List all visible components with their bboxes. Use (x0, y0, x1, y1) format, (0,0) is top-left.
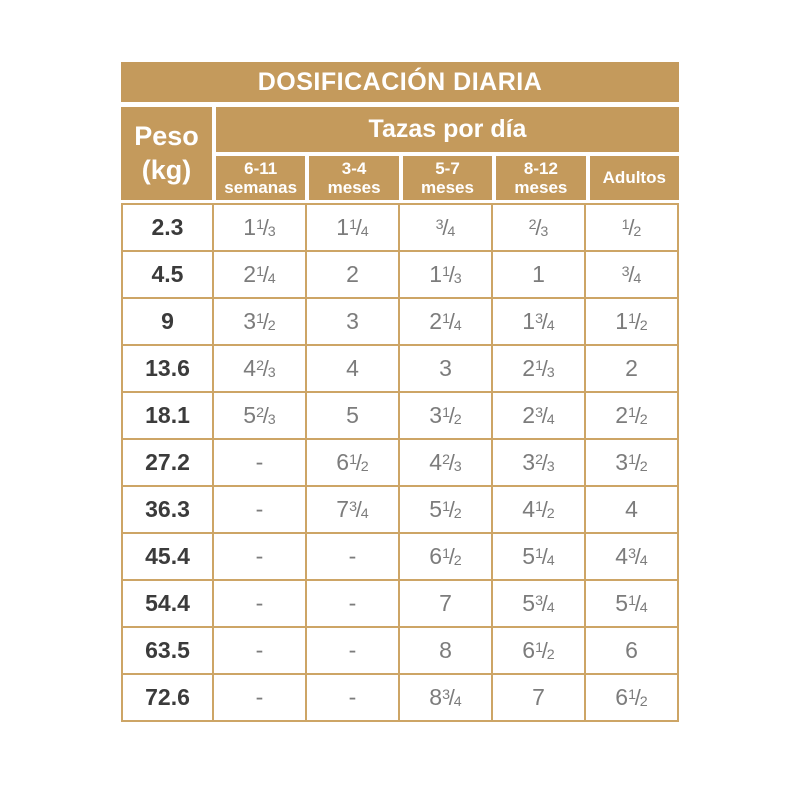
value-cell: - (306, 580, 399, 627)
value-cell: 3 (399, 345, 492, 392)
value-cell: $3^1/_2$ (399, 392, 492, 439)
table-row (122, 580, 678, 627)
weight-cell: 72.6 (122, 674, 213, 721)
dosage-table (121, 62, 679, 722)
value-cell: $^1/_2$ (585, 204, 678, 251)
weight-cell: 36.3 (122, 486, 213, 533)
column-header-line1: Adultos (602, 168, 666, 188)
value-cell: $1^1/_2$ (585, 298, 678, 345)
value-cell: 4 (306, 345, 399, 392)
value-cell: - (306, 627, 399, 674)
table-row (122, 627, 678, 674)
value-cell: $4^1/_2$ (492, 486, 585, 533)
value-cell: $1^3/_4$ (492, 298, 585, 345)
column-header-line2: meses (421, 178, 474, 197)
value-cell: $3^2/_3$ (492, 439, 585, 486)
value-cell: $6^1/_2$ (585, 674, 678, 721)
weight-cell: 13.6 (122, 345, 213, 392)
weight-cell: 27.2 (122, 439, 213, 486)
value-cell: $2^3/_4$ (492, 392, 585, 439)
value-cell: 7 (399, 580, 492, 627)
value-cell: 5 (306, 392, 399, 439)
value-cell: $5^2/_3$ (213, 392, 306, 439)
value-cell: $1^1/_4$ (306, 204, 399, 251)
table-row (122, 486, 678, 533)
value-cell: $3^1/_2$ (585, 439, 678, 486)
column-header (216, 156, 305, 200)
value-cell: 4 (585, 486, 678, 533)
column-header-line2: semanas (224, 178, 298, 197)
dosage-body-table (121, 203, 679, 722)
table-header (121, 107, 679, 200)
value-cell: $2^1/_2$ (585, 392, 678, 439)
table-row (122, 533, 678, 580)
value-cell: $6^1/_2$ (306, 439, 399, 486)
table-row (122, 392, 678, 439)
value-cell: 2 (306, 251, 399, 298)
weight-column-header (121, 107, 212, 200)
value-cell: 8 (399, 627, 492, 674)
value-cell: $1^1/_3$ (213, 204, 306, 251)
weight-cell: 54.4 (122, 580, 213, 627)
value-cell: $6^1/_2$ (492, 627, 585, 674)
value-cell: 1 (492, 251, 585, 298)
column-header-line2: meses (327, 178, 381, 197)
value-cell: - (213, 580, 306, 627)
table-row (122, 204, 678, 251)
column-header-line1: 8-12 (523, 158, 558, 178)
table-row (122, 345, 678, 392)
value-cell: - (306, 533, 399, 580)
table-row (122, 251, 678, 298)
weight-cell: 18.1 (122, 392, 213, 439)
weight-header-line1: Peso (134, 120, 199, 151)
column-header (309, 156, 398, 200)
value-cell: $4^2/_3$ (399, 439, 492, 486)
weight-cell: 4.5 (122, 251, 213, 298)
column-header-line1: 3-4 (341, 158, 367, 178)
weight-cell: 2.3 (122, 204, 213, 251)
group-header: Tazas por día (216, 107, 679, 152)
value-cell: - (213, 627, 306, 674)
value-cell: $2^1/_4$ (213, 251, 306, 298)
value-cell: 3 (306, 298, 399, 345)
table-row (122, 298, 678, 345)
column-header (403, 156, 492, 200)
value-cell: $5^1/_4$ (585, 580, 678, 627)
value-cell: $2^1/_4$ (399, 298, 492, 345)
value-cell: $7^3/_4$ (306, 486, 399, 533)
table-row (122, 674, 678, 721)
value-cell: $^3/_4$ (399, 204, 492, 251)
value-cell: 2 (585, 345, 678, 392)
value-cell: $4^3/_4$ (585, 533, 678, 580)
table-title: DOSIFICACIÓN DIARIA (121, 62, 679, 102)
weight-cell: 45.4 (122, 533, 213, 580)
dosage-body (122, 204, 678, 721)
column-header-line2: meses (514, 178, 568, 197)
value-cell: $^2/_3$ (492, 204, 585, 251)
value-cell: $8^3/_4$ (399, 674, 492, 721)
column-header-line1: 6-11 (244, 158, 278, 178)
value-cell: $^3/_4$ (585, 251, 678, 298)
value-cell: - (213, 486, 306, 533)
value-cell: $1^1/_3$ (399, 251, 492, 298)
value-cell: $4^2/_3$ (213, 345, 306, 392)
column-header-line1: 5-7 (435, 158, 460, 178)
value-cell: $6^1/_2$ (399, 533, 492, 580)
value-cell: $2^1/_3$ (492, 345, 585, 392)
column-header (590, 156, 679, 200)
column-header (496, 156, 585, 200)
value-cell: - (213, 533, 306, 580)
value-cell: $5^1/_2$ (399, 486, 492, 533)
value-cell: $5^3/_4$ (492, 580, 585, 627)
value-cell: 6 (585, 627, 678, 674)
value-cell: - (213, 439, 306, 486)
table-row (122, 439, 678, 486)
weight-cell: 9 (122, 298, 213, 345)
value-cell: - (306, 674, 399, 721)
weight-header-line2: (kg) (141, 154, 192, 185)
value-cell: $3^1/_2$ (213, 298, 306, 345)
weight-cell: 63.5 (122, 627, 213, 674)
value-cell: $5^1/_4$ (492, 533, 585, 580)
value-cell: 7 (492, 674, 585, 721)
value-cell: - (213, 674, 306, 721)
